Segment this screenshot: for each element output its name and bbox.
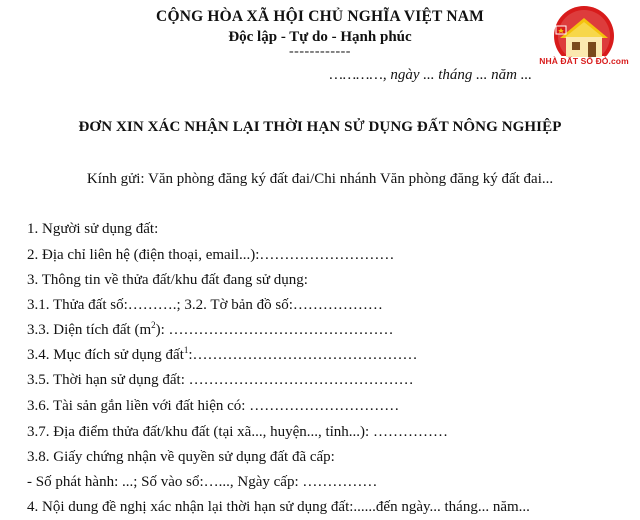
field-land-term: 3.5. Thời hạn sử dụng đất: ……………………………………… — [27, 372, 414, 388]
field-land-area-superscript: 2 — [151, 320, 156, 330]
field-parcel-number: 3.1. Thửa đất số:……….; 3.2. Tờ bản đồ số:……………… — [27, 297, 383, 313]
field-parcel-info: 3. Thông tin về thửa đất/khu đất đang sử dụng: — [27, 272, 308, 288]
date-line: …………, ngày ... tháng ... năm ... — [329, 67, 532, 83]
field-contact-address: 2. Địa chỉ liên hệ (điện thoại, email...):……………………… — [27, 247, 395, 263]
document-title: ĐƠN XIN XÁC NHẬN LẠI THỜI HẠN SỬ DỤNG ĐẤT NÔNG NGHIỆP — [78, 119, 562, 135]
logo-text: NHÀ ĐẤT SỔ ĐỎ.com — [539, 56, 629, 66]
field-request-content: 4. Nội dung đề nghị xác nhận lại thời hạn sử dụng đất:......đến ngày... tháng... năm... — [27, 499, 530, 515]
field-land-purpose-footnote: 1 — [183, 345, 189, 355]
field-certificate: 3.8. Giấy chứng nhận về quyền sử dụng đất đã cấp: — [27, 449, 335, 465]
field-land-purpose — [27, 347, 418, 364]
field-attached-assets: 3.6. Tài sản gắn liền với đất hiện có: ………………………… — [27, 398, 400, 414]
header-separator: ------------ — [289, 44, 351, 59]
field-land-user: 1. Người sử dụng đất: — [27, 221, 159, 237]
field-land-purpose-value: :……………………………………… — [188, 347, 418, 363]
field-land-purpose-label: 3.4. Mục đích sử dụng đất — [27, 347, 184, 363]
nation-header: CỘNG HÒA XÃ HỘI CHỦ NGHĨA VIỆT NAM — [156, 8, 484, 25]
field-land-area-label: 3.3. Diện tích đất (m — [27, 322, 152, 338]
field-certificate-details: - Số phát hành: ...; Số vào sổ:…..., Ngày cấp: …………… — [27, 474, 378, 490]
field-parcel-location: 3.7. Địa điểm thửa đất/khu đất (tại xã..., huyện..., tỉnh...): …………… — [27, 424, 448, 440]
motto: Độc lập - Tự do - Hạnh phúc — [228, 29, 412, 45]
recipient-line: Kính gửi: Văn phòng đăng ký đất đai/Chi nhánh Văn phòng đăng ký đất đai... — [86, 171, 554, 187]
field-land-area-value: ): ……………………………………… — [155, 322, 394, 338]
field-land-area — [27, 322, 394, 339]
